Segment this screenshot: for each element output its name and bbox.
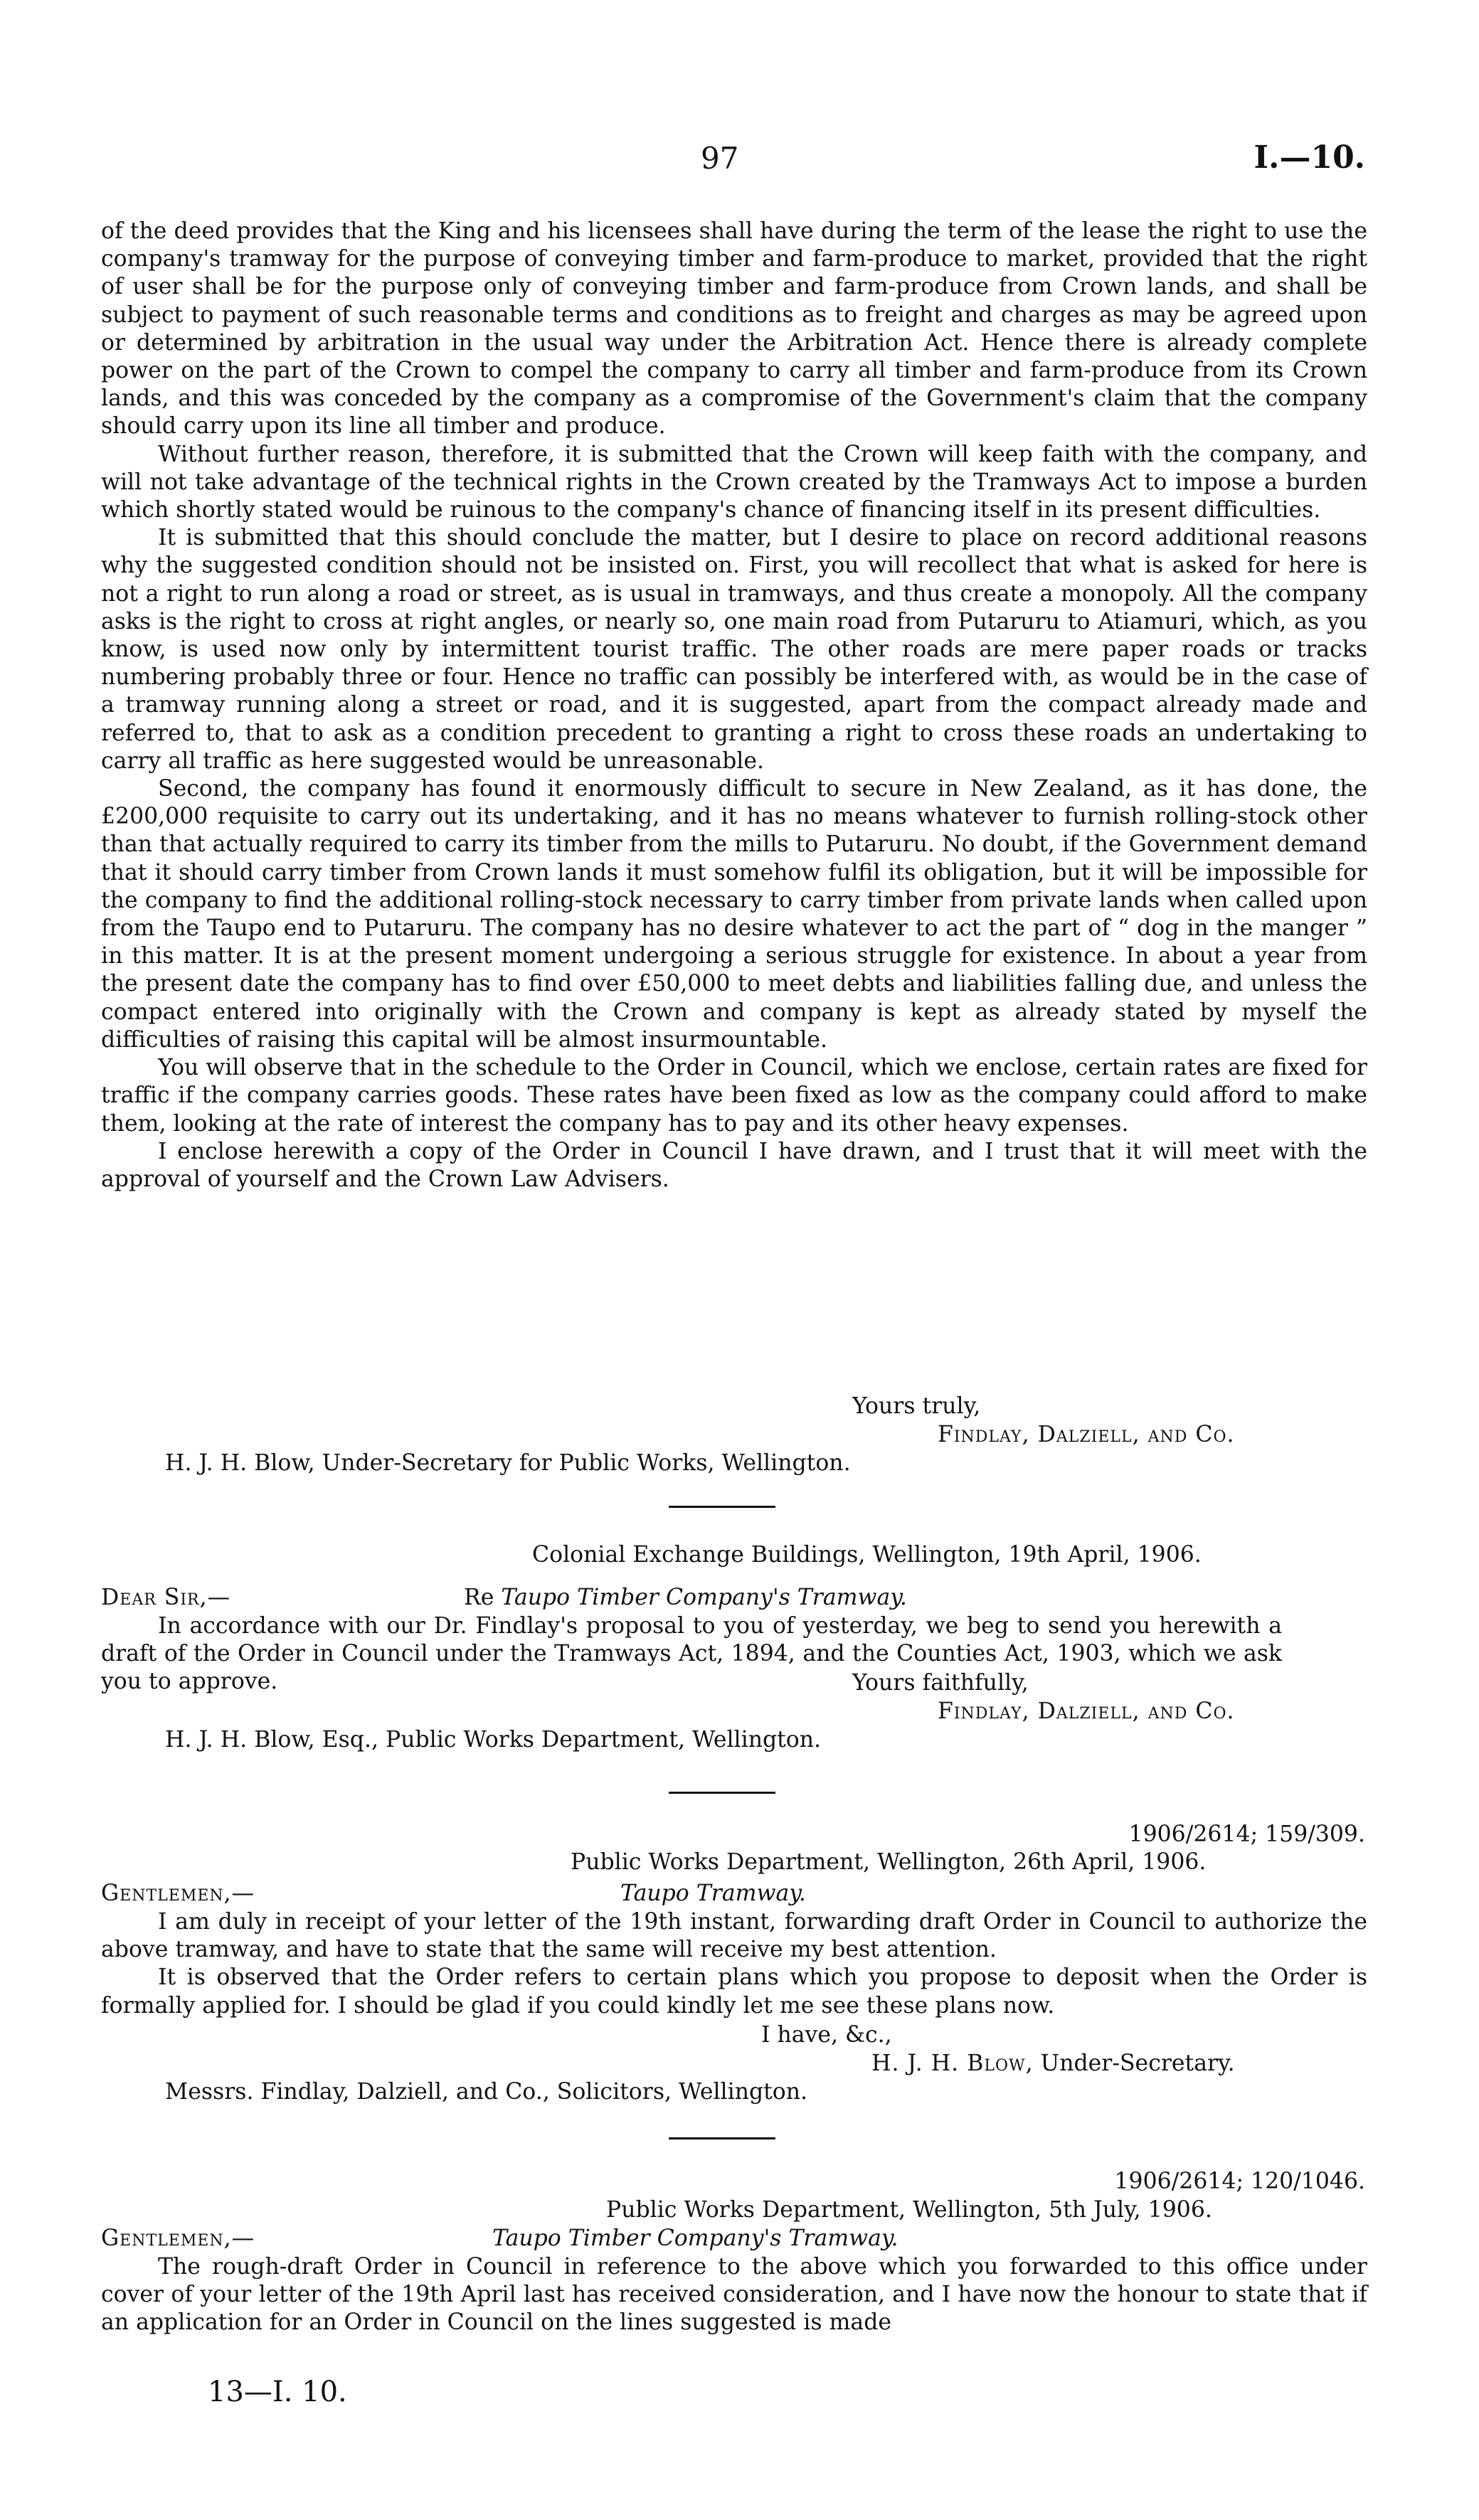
page-number: 97 [701,141,739,176]
closing-line: Yours faithfully, [852,1670,1029,1696]
addressee-line: H. J. H. Blow, Esq., Public Works Department, Wellington. [165,1727,822,1753]
letter-address: Colonial Exchange Buildings, Wellington, 19th April, 1906. [532,1542,1202,1568]
salutation: Gentlemen,— [101,2226,255,2251]
letter-address: Public Works Department, Wellington, 26th April, 1906. [571,1849,1207,1875]
salutation: Dear Sir,— [101,1585,231,1610]
paragraph: You will observe that in the schedule to the Order in Council, which we enclose, certain rates are fixed for traffic if the company carries goods. These rates have been fixed as low as the company could afford to make them, looking at the rate of interest the company has to pay and its other heavy expenses. [101,1055,1367,1137]
closing-line: I have, &c., [761,2022,892,2048]
paragraph: I enclose herewith a copy of the Order in Council I have drawn, and I trust that it will meet with the approval of yourself and the Crown Law Advisers. [101,1138,1367,1192]
signature [871,2050,1235,2078]
section-divider [669,1506,775,1508]
signature-title: Under-Secretary. [1040,2051,1235,2076]
paragraph: It is observed that the Order refers to certain plans which you propose to deposit when the Order is formally applied for. I should be glad if you could kindly let me see these plans now. [101,1965,1367,2019]
subject-title: Taupo Timber Company's Tramway. [501,1585,907,1610]
subject-line [464,1584,907,1612]
document-reference: I.—10. [1253,139,1365,176]
paragraph: of the deed provides that the King and his licensees shall have during the term of the lease the right to use the company's tramway for the purpose of conveying timber and farm-produce to market, provided that the right of user shall be for the purpose only of conveying timber and farm-produce from Crown lands, and shall be subject to payment of such reasonable terms and conditions as to freight and charges as may be agreed upon or determined by arbitration in the usual way under the Arbitration Act. Hence there is already complete power on the part of the Crown to compel the company to carry all timber and farm-produce from its Crown lands, and this was conceded by the company as a compromise of the Government's claim that the company should carry upon its line all timber and produce. [101,218,1367,440]
subject-title: Taupo Timber Company's Tramway. [492,2226,898,2251]
paragraph: I am duly in receipt of your letter of the 19th instant, forwarding draft Order in Council to authorize the above tramway, and have to state that the same will receive my best attention. [101,1909,1367,1963]
paragraph: In accordance with our Dr. Findlay's proposal to you of yesterday, we beg to send you herewith a draft of the Order in Council under the Tramways Act, 1894, and the Counties Act, 1903, which we ask you to approve. [101,1613,1282,1695]
signature: Findlay, Dalziell, and Co. [938,1698,1235,1724]
file-reference: 1906/2614; 159/309. [1128,1822,1365,1847]
letter4-body [101,2253,1367,2337]
continuation-letter-body [101,218,1367,1193]
signature-mark: 13—I. 10. [208,2376,347,2408]
paragraph: Second, the company has found it enormously difficult to secure in New Zealand, as it has done, the £200,000 requisite to carry out its undertaking, and it has no means whatever to furnish rolling-stock other than that actually required to carry its timber from the mills to Putaruru. No doubt, if the Government demand that it should carry timber from Crown lands it must somehow fulfil its obligation, but it will be impossible for the company to find the additional rolling-stock necessary to carry timber from private lands when called upon from the Taupo end to Putaruru. The company has no desire whatever to act the part of “ dog in the manger ” in this matter. It is at the present moment undergoing a serious struggle for existence. In about a year from the present date the company has to find over £50,000 to meet debts and liabilities falling due, and unless the compact entered into originally with the Crown and company is kept as already stated by myself the difficulties of raising this capital will be almost insurmountable. [101,776,1367,1053]
signature: Findlay, Dalziell, and Co. [938,1422,1235,1447]
closing-line: Yours truly, [852,1393,981,1419]
letter2-body [101,1612,1282,1696]
signature-name: H. J. H. Blow, [871,2051,1034,2076]
subject-prefix: Re [464,1585,494,1610]
section-divider [669,1792,775,1794]
letter3-body [101,1908,1367,2020]
file-reference: 1906/2614; 120/1046. [1114,2169,1365,2194]
paragraph: It is submitted that this should conclude the matter, but I desire to place on record additional reasons why the suggested condition should not be insisted on. First, you will recollect that what is asked for here is not a right to run along a road or street, as is usual in tramways, and thus create a monopoly. All the company asks is the right to cross at right angles, or nearly so, one main road from Putaruru to Atiamuri, which, as you know, is used now only by intermittent tourist traffic. The other roads are mere paper roads or tracks numbering probably three or four. Hence no traffic can possibly be interfered with, as would be in the case of a tramway running along a street or road, and it is suggested, apart from the compact already made and referred to, that to ask as a condition precedent to granting a right to cross these roads an undertaking to carry all traffic as here suggested would be unreasonable. [101,525,1367,774]
subject-title: Taupo Tramway. [620,1881,806,1906]
paragraph: Without further reason, therefore, it is submitted that the Crown will keep faith with the company, and will not take advantage of the technical rights in the Crown created by the Tramways Act to impose a burden which shortly stated would be ruinous to the company's chance of financing itself in its present difficulties. [101,441,1367,523]
addressee-line: H. J. H. Blow, Under-Secretary for Public Works, Wellington. [165,1450,851,1476]
letter-address: Public Works Department, Wellington, 5th July, 1906. [606,2197,1212,2223]
section-divider [669,2137,775,2139]
salutation: Gentlemen,— [101,1881,255,1906]
addressee-line: Messrs. Findlay, Dalziell, and Co., Solicitors, Wellington. [165,2079,808,2105]
paragraph: The rough-draft Order in Council in reference to the above which you forwarded to this office under cover of your letter of the 19th April last has received consideration, and I have now the honour to state that if an application for an Order in Council on the lines suggested is made [101,2254,1367,2336]
